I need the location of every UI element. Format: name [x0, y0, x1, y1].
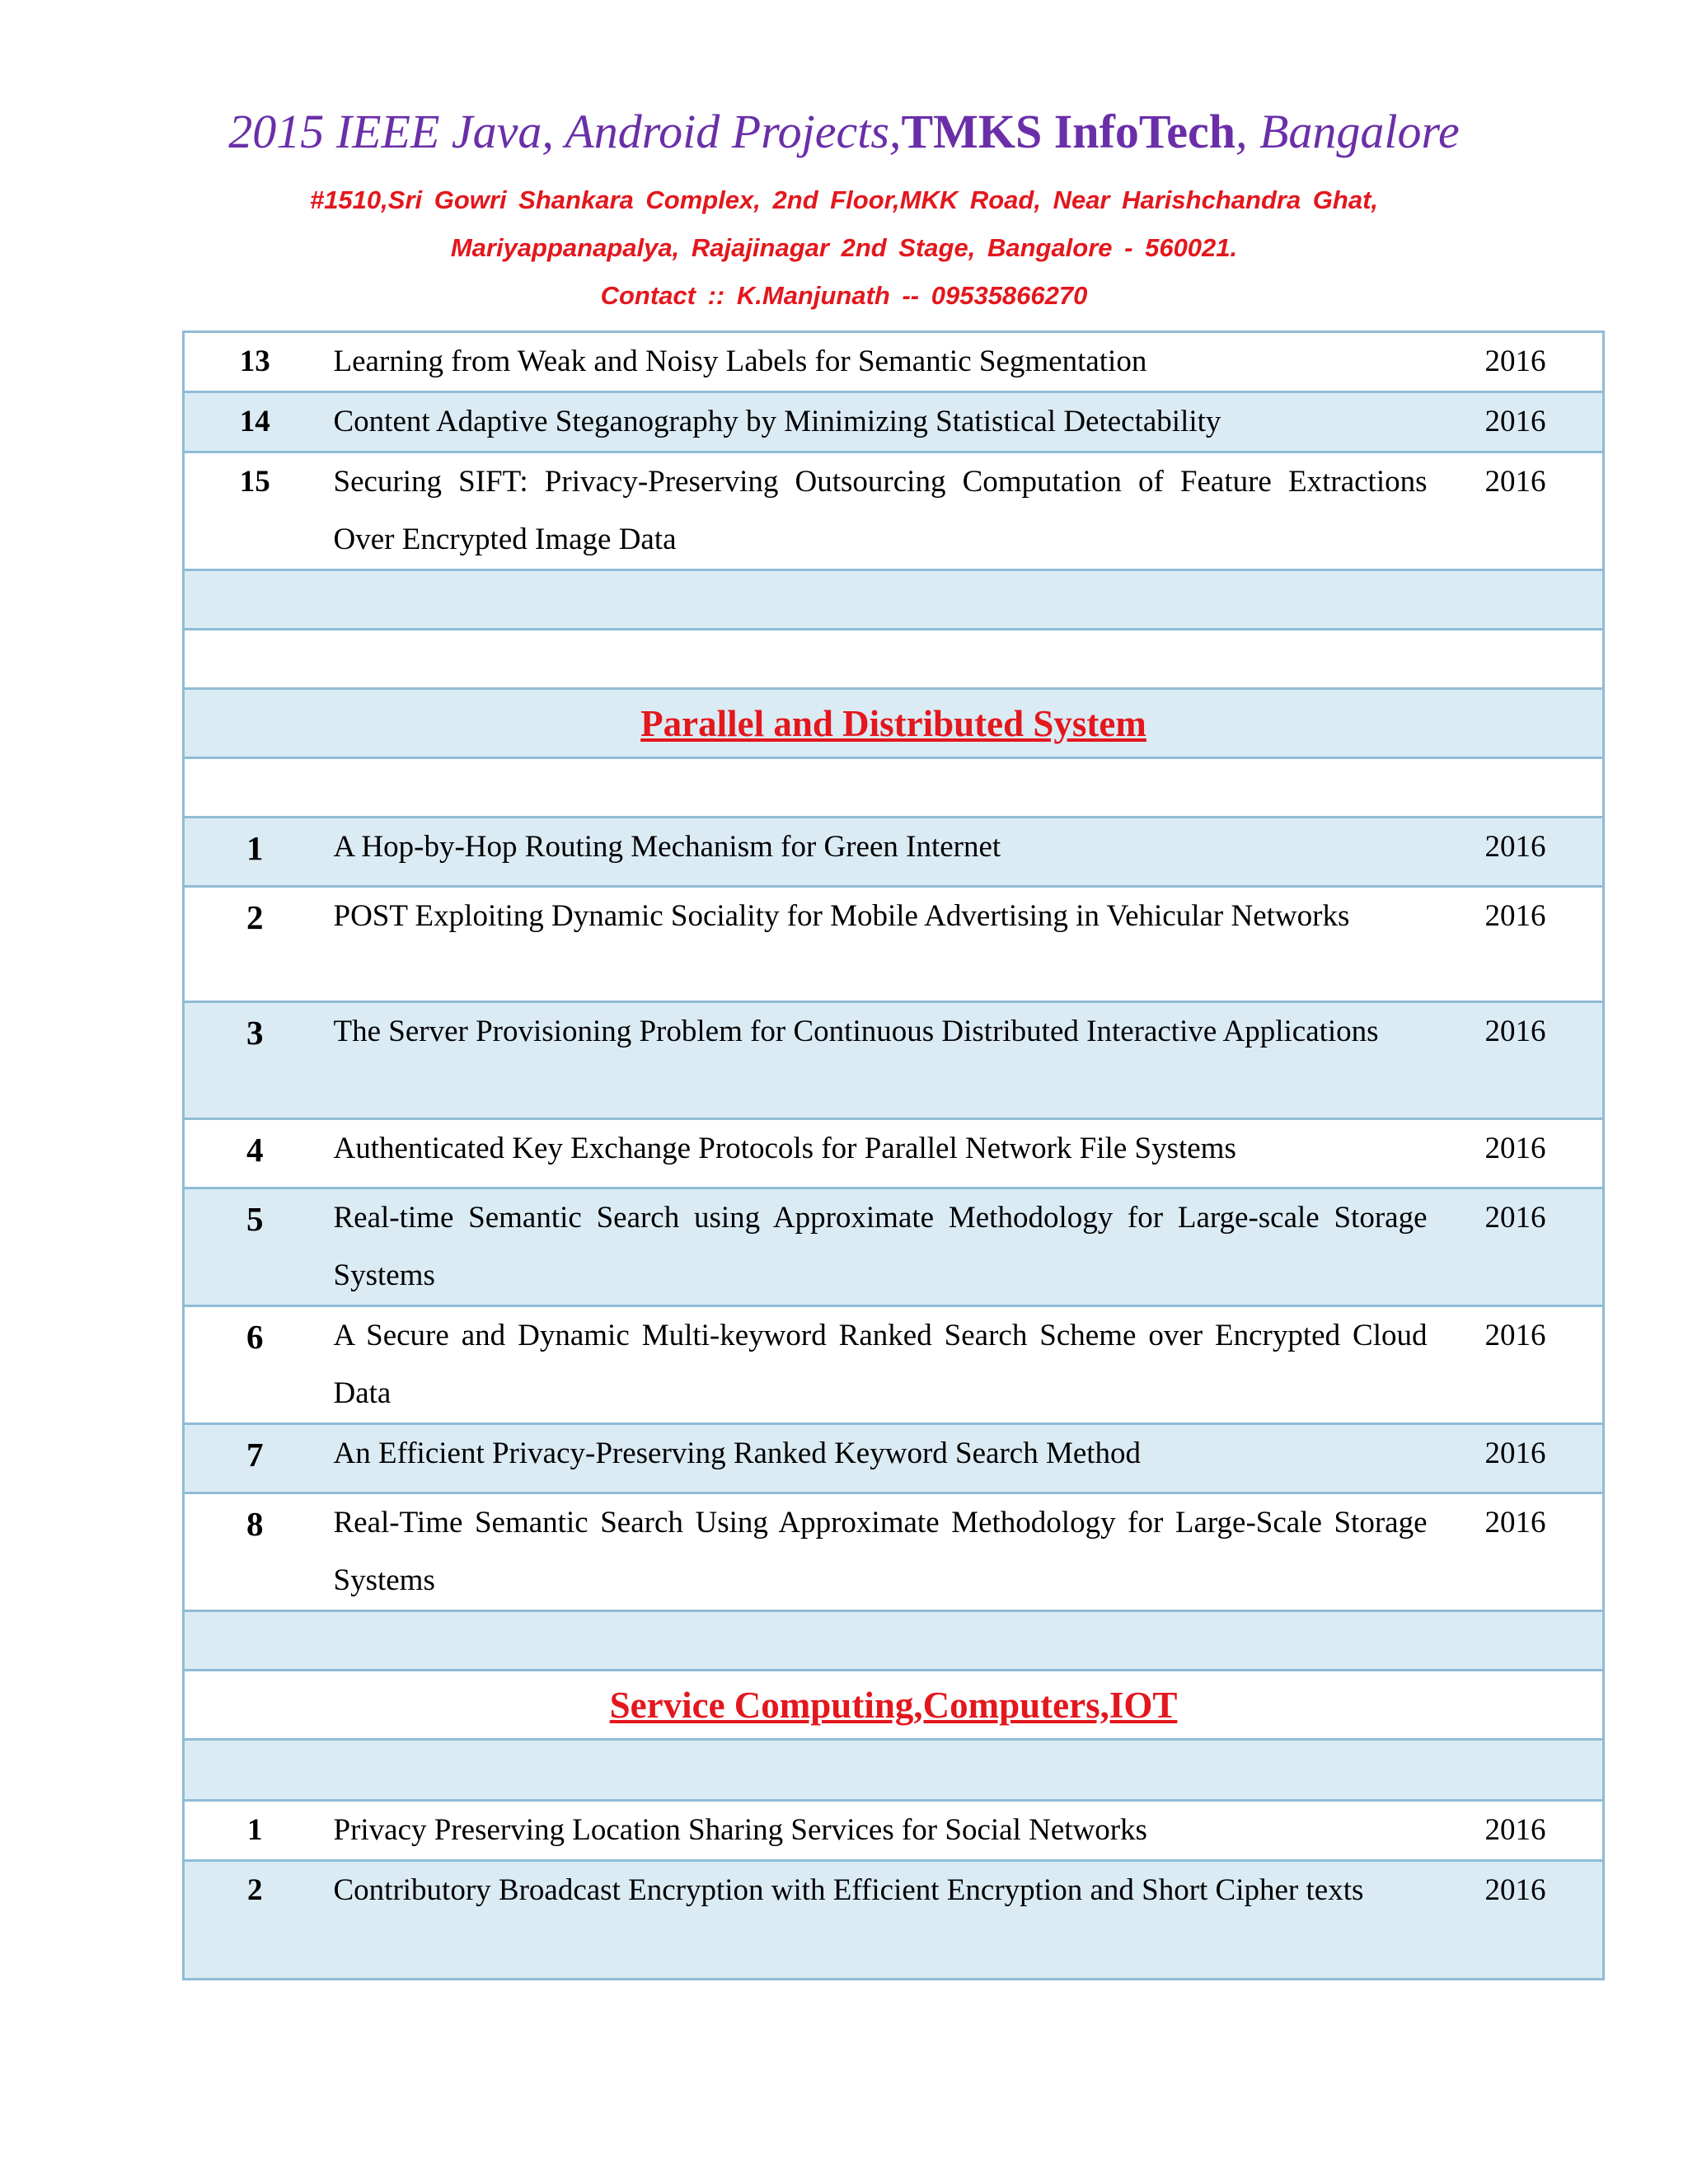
contact-line: Contact :: K.Manjunath -- 09535866270	[600, 281, 1088, 310]
row-number: 1	[184, 1801, 326, 1861]
spacer-row	[184, 1740, 1604, 1801]
table-row	[184, 887, 1604, 1002]
row-number: 13	[184, 332, 326, 392]
page-header	[0, 99, 1688, 320]
table-row	[184, 1861, 1604, 1980]
table-row	[184, 1801, 1604, 1861]
table-row	[184, 1424, 1604, 1493]
project-year: 2016	[1439, 1493, 1604, 1611]
project-year: 2016	[1439, 1119, 1604, 1188]
table-row	[184, 392, 1604, 452]
project-year: 2016	[1439, 332, 1604, 392]
section-heading-pds: Parallel and Distributed System	[184, 689, 1604, 758]
row-number: 6	[184, 1306, 326, 1424]
section-heading-row	[184, 689, 1604, 758]
project-title: Real-Time Semantic Search Using Approximate Methodology for Large-Scale Storage Systems	[326, 1493, 1439, 1611]
row-number: 15	[184, 452, 326, 570]
row-number: 1	[184, 818, 326, 887]
row-number: 3	[184, 1002, 326, 1119]
section-heading-scc: Service Computing,Computers,IOT	[184, 1671, 1604, 1740]
table-row	[184, 818, 1604, 887]
project-title: A Secure and Dynamic Multi-keyword Ranked Search Scheme over Encrypted Cloud Data	[326, 1306, 1439, 1424]
row-number: 5	[184, 1188, 326, 1306]
section-heading-row	[184, 1671, 1604, 1740]
project-year: 2016	[1439, 392, 1604, 452]
table-row	[184, 1119, 1604, 1188]
project-year: 2016	[1439, 1424, 1604, 1493]
title-part-1: 2015 IEEE Java, Android Projects,	[228, 105, 902, 158]
project-title: Contributory Broadcast Encryption with Efficient Encryption and Short Cipher texts	[326, 1861, 1439, 1980]
row-number: 14	[184, 392, 326, 452]
project-title: Securing SIFT: Privacy-Preserving Outsourcing Computation of Feature Extractions Over Encrypted Image Data	[326, 452, 1439, 570]
row-number: 4	[184, 1119, 326, 1188]
row-number: 8	[184, 1493, 326, 1611]
project-title: Learning from Weak and Noisy Labels for Semantic Segmentation	[326, 332, 1439, 392]
title-part-3: , Bangalore	[1235, 105, 1460, 158]
project-title: Privacy Preserving Location Sharing Services for Social Networks	[326, 1801, 1439, 1861]
table-row	[184, 1188, 1604, 1306]
project-year: 2016	[1439, 1188, 1604, 1306]
project-year: 2016	[1439, 887, 1604, 1002]
table-row	[184, 1306, 1604, 1424]
address-line-2: Mariyappanapalya, Rajajinagar 2nd Stage, Bangalore - 560021.	[450, 233, 1238, 262]
project-title: POST Exploiting Dynamic Sociality for Mobile Advertising in Vehicular Networks	[326, 887, 1439, 1002]
project-title: An Efficient Privacy-Preserving Ranked Keyword Search Method	[326, 1424, 1439, 1493]
address-line-1: #1510,Sri Gowri Shankara Complex, 2nd Floor,MKK Road, Near Harishchandra Ghat,	[309, 185, 1379, 214]
row-number: 2	[184, 1861, 326, 1980]
table-row	[184, 452, 1604, 570]
project-year: 2016	[1439, 1861, 1604, 1980]
table-row	[184, 332, 1604, 392]
table-row	[184, 1002, 1604, 1119]
project-year: 2016	[1439, 452, 1604, 570]
spacer-row	[184, 570, 1604, 630]
spacer-row	[184, 1611, 1604, 1671]
spacer-row	[184, 630, 1604, 689]
spacer-row	[184, 758, 1604, 818]
table-row	[184, 1493, 1604, 1611]
project-year: 2016	[1439, 818, 1604, 887]
project-title: Authenticated Key Exchange Protocols for Parallel Network File Systems	[326, 1119, 1439, 1188]
company-name: TMKS InfoTech	[901, 105, 1236, 158]
project-title: A Hop-by-Hop Routing Mechanism for Green Internet	[326, 818, 1439, 887]
row-number: 7	[184, 1424, 326, 1493]
project-table	[182, 330, 1605, 1980]
row-number: 2	[184, 887, 326, 1002]
project-year: 2016	[1439, 1801, 1604, 1861]
project-title: Content Adaptive Steganography by Minimizing Statistical Detectability	[326, 392, 1439, 452]
project-year: 2016	[1439, 1306, 1604, 1424]
project-year: 2016	[1439, 1002, 1604, 1119]
project-title: The Server Provisioning Problem for Continuous Distributed Interactive Applications	[326, 1002, 1439, 1119]
page-title	[0, 99, 1688, 165]
project-title: Real-time Semantic Search using Approximate Methodology for Large-scale Storage Systems	[326, 1188, 1439, 1306]
